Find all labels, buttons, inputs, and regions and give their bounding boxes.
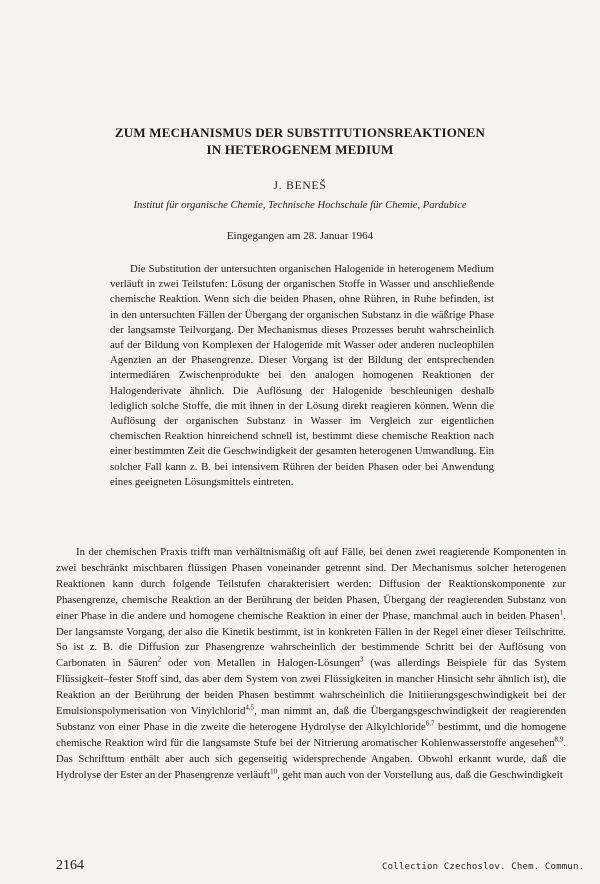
body-text-segment: (was allerdings Beispiele für das System Flüssigkeit–fester Stoff sind, das aber dem System von zwei Flüssigkeiten in mancher Hinsicht sehr ähnlich ist), die Reaktion an der Berührung der beiden Phasen bestimmt wahrscheinlich die Initiierungsgeschwindigkeit bei der Emulsionspolymerisation von Vinylchlorid <box>56 657 566 718</box>
reference-marker: 3 <box>359 655 364 664</box>
body-text-segment: . Das Schrifttum enthält aber auch sich gegenseitig widersprechende Angaben. Obwohl erkannt wurde, daß die Hydrolyse der Ester an der Phasengrenze verläuft <box>56 736 566 781</box>
journal-name: Collection Czechoslov. Chem. Commun. <box>382 862 585 872</box>
abstract: Die Substitution der untersuchten organischen Halogenide in heterogenem Medium verläuft in zwei Teilstufen: Lösung der organischen Stoffe in Wasser und anschließende chemische Reaktion. Wenn sich die beiden Phasen, ohne Rühren, in Ruhe befinden, ist in den untersuchten Fällen der Übergang der organischen Substanz in die wäßrige Phase der langsamste Teilvorgang. Der Mechanismus dieses Prozesses beruht wahrscheinlich auf der Bildung von Komplexen der Halogenide mit Wasser oder anderen nucleophilen Agenzien an der Phasengrenze. Dieser Vorgang ist der Bildung der entsprechenden intermediären Zwischenprodukte bei den analogen homogenen Reaktionen der Halogenderivate ähnlich. Die Auflösung der Halogenide beschleunigen deshalb lediglich solche Stoffe, die mit ihnen in der Lösung direkt reagieren können. Wenn die Auflösung der organischen Substanz in Wasser im Vergleich zur eigentlichen chemischen Reaktion hinreichend schnell ist, bestimmt diese chemische Reaktion nach einer bestimmten Zeit die Geschwindigkeit der gesamten heterogenen Umwandlung. Ein solcher Fall kann z. B. bei intensivem Rühren der beiden Phasen oder bei Anwendung eines geeigneten Lösungsmittels eintreten. <box>110 263 494 488</box>
body-text-segment: oder von Metallen in Halogen-Lösungen <box>161 657 360 670</box>
author-affiliation: Institut für organische Chemie, Technische Hochschule für Chemie, Pardubice <box>133 200 467 211</box>
body-text-segment: bestimmt, und die homogene chemische Reaktion wird für die langsamste Stufe bei der Nitrierung aromatischer Kohlenwasserstoffe angesehen <box>56 720 566 749</box>
body-text-segment: . Der langsamste Vorgang, der also die Kinetik bestimmt, ist in konkreten Fällen in der Regel einer dieser Teilschritte. So ist z. B. die Diffusion zur Phasengrenze wahrscheinlich der bestimmende Schritt bei der Auflösung von Carbonaten in Säuren <box>56 609 566 670</box>
body-text-segment: , man nimmt an, daß die Übergangsgeschwindigkeit der reagierenden Substanz von einer Phase in die zweite die heterogene Hydrolyse der Alkylchloride <box>56 705 566 733</box>
article-title <box>90 124 510 158</box>
reference-marker: 8,9 <box>554 735 564 744</box>
page-number: 2164 <box>56 858 84 873</box>
body-text-segment: , geht man auch von der Vorstellung aus, daß die Geschwindigkeit <box>277 768 563 781</box>
reference-marker: 4,5 <box>245 703 255 712</box>
title-line-1: ZUM MECHANISMUS DER SUBSTITUTIONSREAKTIONEN <box>114 125 486 140</box>
author-name: J. BENEŠ <box>273 180 327 192</box>
reference-marker: 6,7 <box>425 719 435 728</box>
reference-marker: 10 <box>270 767 278 776</box>
body-paragraph <box>56 545 566 784</box>
reference-marker: 2 <box>157 655 162 664</box>
title-line-2: IN HETEROGENEM MEDIUM <box>206 142 394 157</box>
reference-marker: 1 <box>559 608 564 617</box>
received-date: Eingegangen am 28. Januar 1964 <box>226 230 374 242</box>
body-text-segment: In der chemischen Praxis trifft man verhältnismäßig oft auf Fälle, bei denen zwei reagierende Komponenten in zwei beschränkt mischbaren flüssigen Phasen voneinander getrennt sind. Der Mechanismus solcher heterogenen Reaktionen kann durch folgende Teilstufen charakterisiert werden: Diffusion der Reaktionskomponente zur Phasengrenze, chemische Reaktion an der Berührung der beiden Phasen, Übergang der reagierenden Substanz von einer Phase in die andere und homogene chemische Reaktion in einer der Phase, manchmal auch in beiden Phasen <box>56 546 566 622</box>
